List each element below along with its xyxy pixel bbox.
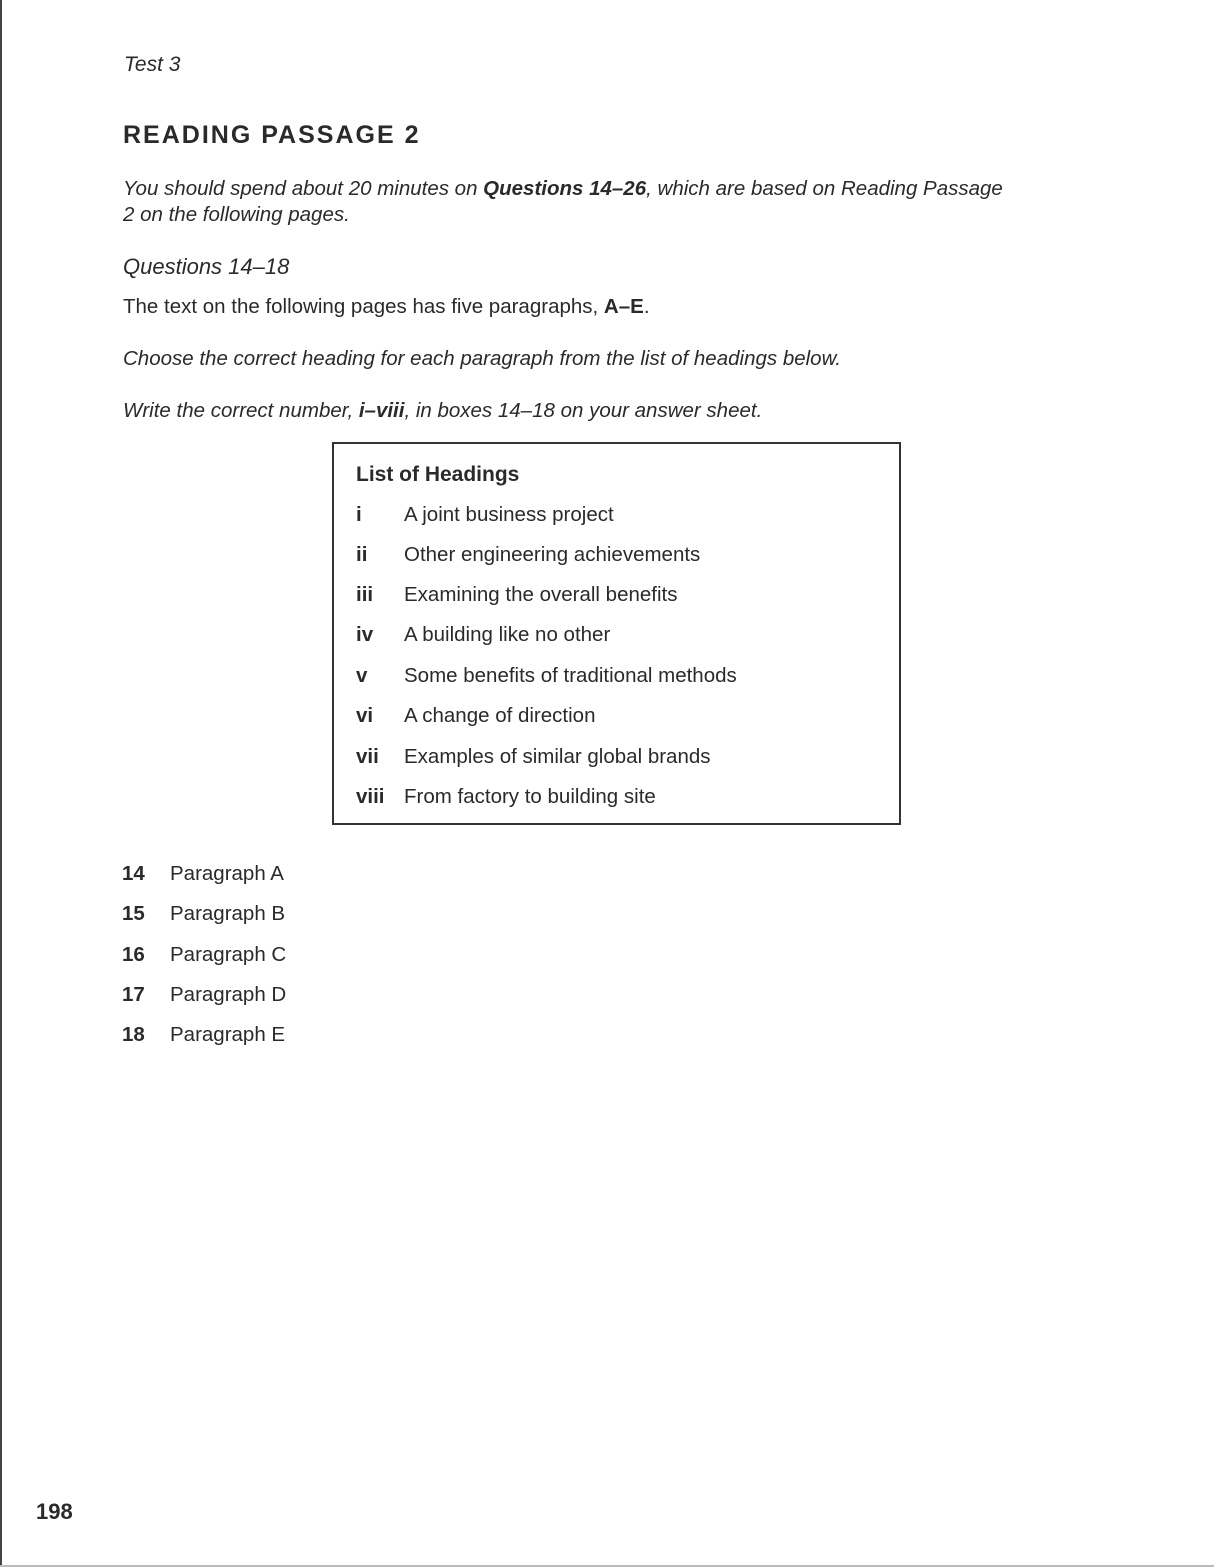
headings-list-title: List of Headings	[356, 463, 520, 486]
instruction-write-text: Write the correct number,	[123, 399, 359, 422]
instruction-write-bold: i–viii	[358, 399, 405, 422]
heading-numeral: vii	[356, 745, 379, 768]
intro-text: You should spend about 20 minutes on	[123, 177, 484, 200]
heading-text: A joint business project	[404, 503, 614, 526]
instruction-write-number	[123, 399, 762, 423]
test-label: Test 3	[124, 53, 181, 76]
paragraphs-note-text: The text on the following pages has five paragraphs,	[123, 295, 604, 318]
question-label: Paragraph E	[170, 1023, 286, 1046]
heading-text: Other engineering achievements	[404, 543, 701, 566]
heading-numeral: iv	[356, 623, 374, 646]
paragraphs-note	[123, 295, 650, 319]
intro-text-after: , which are based on Reading Passage 2 on the following pages.	[123, 177, 1003, 226]
heading-numeral: iii	[356, 583, 374, 606]
question-number: 14	[122, 862, 145, 885]
heading-text: A change of direction	[404, 704, 596, 727]
question-label: Paragraph D	[170, 983, 287, 1006]
headings-list-box	[332, 442, 901, 825]
passage-title: READING PASSAGE 2	[123, 121, 421, 149]
questions-range-label: Questions 14–18	[123, 254, 290, 279]
heading-numeral: vi	[356, 704, 374, 727]
question-number: 15	[122, 902, 145, 925]
heading-text: Examining the overall benefits	[404, 583, 678, 606]
instruction-write-end: , in boxes 14–18 on your answer sheet.	[404, 399, 763, 422]
instruction-choose-heading: Choose the correct heading for each paragraph from the list of headings below.	[123, 347, 841, 370]
question-number: 16	[122, 943, 145, 966]
heading-text: From factory to building site	[404, 785, 656, 808]
heading-text: A building like no other	[404, 623, 611, 646]
question-number: 18	[122, 1023, 145, 1046]
heading-numeral: i	[356, 503, 362, 526]
heading-numeral: v	[356, 664, 368, 687]
question-label: Paragraph C	[170, 943, 287, 966]
heading-text: Examples of similar global brands	[404, 745, 711, 768]
intro-bold: Questions 14–26	[483, 177, 647, 200]
question-label: Paragraph B	[170, 902, 286, 925]
page-number: 198	[36, 1499, 73, 1524]
heading-text: Some benefits of traditional methods	[404, 664, 737, 687]
paragraphs-note-bold: A–E	[603, 295, 644, 318]
page-edge	[0, 0, 2, 1567]
question-number: 17	[122, 983, 145, 1006]
paragraphs-note-end: .	[643, 295, 650, 318]
passage-intro	[123, 176, 1003, 228]
heading-numeral: ii	[356, 543, 368, 566]
question-label: Paragraph A	[170, 862, 284, 885]
heading-numeral: viii	[356, 785, 385, 808]
